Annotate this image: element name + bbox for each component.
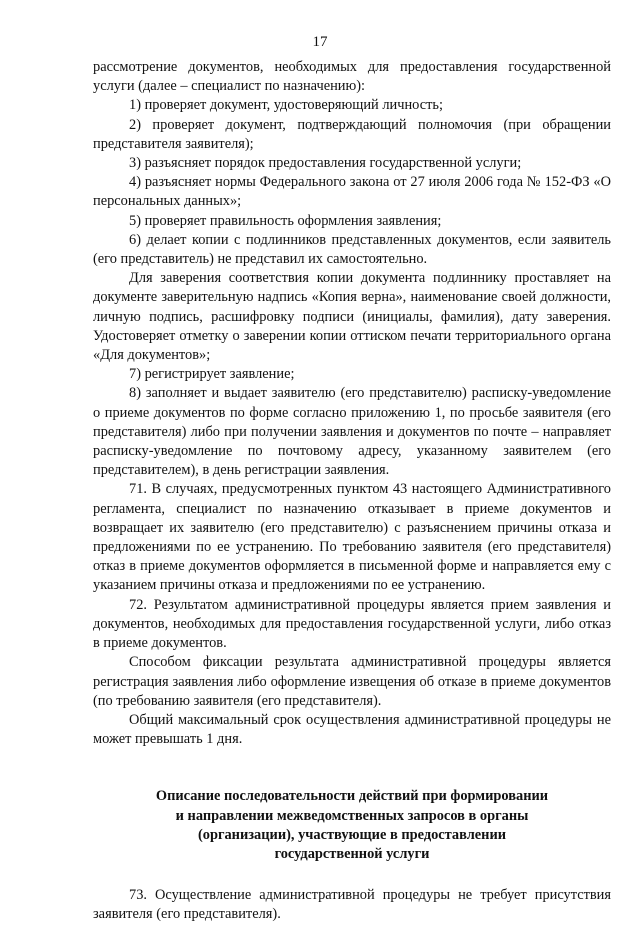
paragraph: 4) разъясняет нормы Федерального закона от 27 июля 2006 года № 152-ФЗ «О персональных данных»; bbox=[93, 174, 611, 210]
paragraph: Для заверения соответствия копии документа подлиннику проставляет на документе заверительную надпись «Копия верна», наименование своей должности, личную подпись, расшифровку подписи (инициалы, фамилия), дату заверения. Удостоверяет отметку о заверении копии оттиском печати территориального органа «Для документов»; bbox=[93, 270, 611, 364]
paragraph: Способом фиксации результата административной процедуры является регистрация заявления либо оформление извещения об отказе в приеме документов (по требованию заявителя (его представителя). bbox=[93, 654, 611, 709]
paragraph: 1) проверяет документ, удостоверяющий личность; bbox=[129, 97, 443, 114]
document-body bbox=[93, 58, 611, 925]
paragraph: 7) регистрирует заявление; bbox=[129, 366, 295, 383]
paragraph: 2) проверяет документ, подтверждающий полномочия (при обращении представителя заявителя); bbox=[93, 116, 611, 152]
heading-line: государственной услуги bbox=[274, 845, 430, 862]
paragraph: 8) заполняет и выдает заявителю (его представителю) расписку-уведомление о приеме документов по форме согласно приложению 1, по просьбе заявителя (его представителя) либо при получении заявления и документов по почте – направляет расписку-уведомление по почтовому адресу, указанному заявителем (его представителем), в день регистрации заявления. bbox=[93, 385, 611, 479]
paragraph: 6) делает копии с подлинников представленных документов, если заявитель (его представитель) не представил их самостоятельно. bbox=[93, 231, 611, 268]
paragraph: 72. Результатом административной процедуры является прием заявления и документов, необходимых для предоставления государственной услуги, либо отказ в приеме документов. bbox=[93, 596, 611, 652]
paragraph: 73. Осуществление административной процедуры не требует присутствия заявителя (его представителя). bbox=[93, 887, 611, 923]
heading-line: и направлении межведомственных запросов в органы bbox=[175, 807, 529, 824]
paragraph: 3) разъясняет порядок предоставления государственной услуги; bbox=[129, 155, 522, 172]
paragraph: Общий максимальный срок осуществления административной процедуры не может превышать 1 дня. bbox=[93, 711, 611, 748]
paragraph: 5) проверяет правильность оформления заявления; bbox=[129, 212, 442, 229]
heading-line: (организации), участвующие в предоставлении bbox=[197, 826, 507, 843]
page-number: 17 bbox=[312, 34, 328, 50]
heading-line: Описание последовательности действий при формировании bbox=[155, 788, 549, 805]
paragraph: рассмотрение документов, необходимых для предоставления государственной услуги (далее – специалист по назначению): bbox=[93, 59, 611, 95]
paragraph: 71. В случаях, предусмотренных пунктом 43 настоящего Административного регламента, специалист по назначению отказывает в приеме документов и возвращает их заявителю (его представителю) с разъяснением причины отказа и предложениями по ее устранению. По требованию заявителя (его представителя) отказ в приеме документов оформляется в письменной форме и направляется ему с указанием причины отказа и предложениями по ее устранению. bbox=[93, 481, 611, 594]
section-heading bbox=[93, 787, 611, 864]
